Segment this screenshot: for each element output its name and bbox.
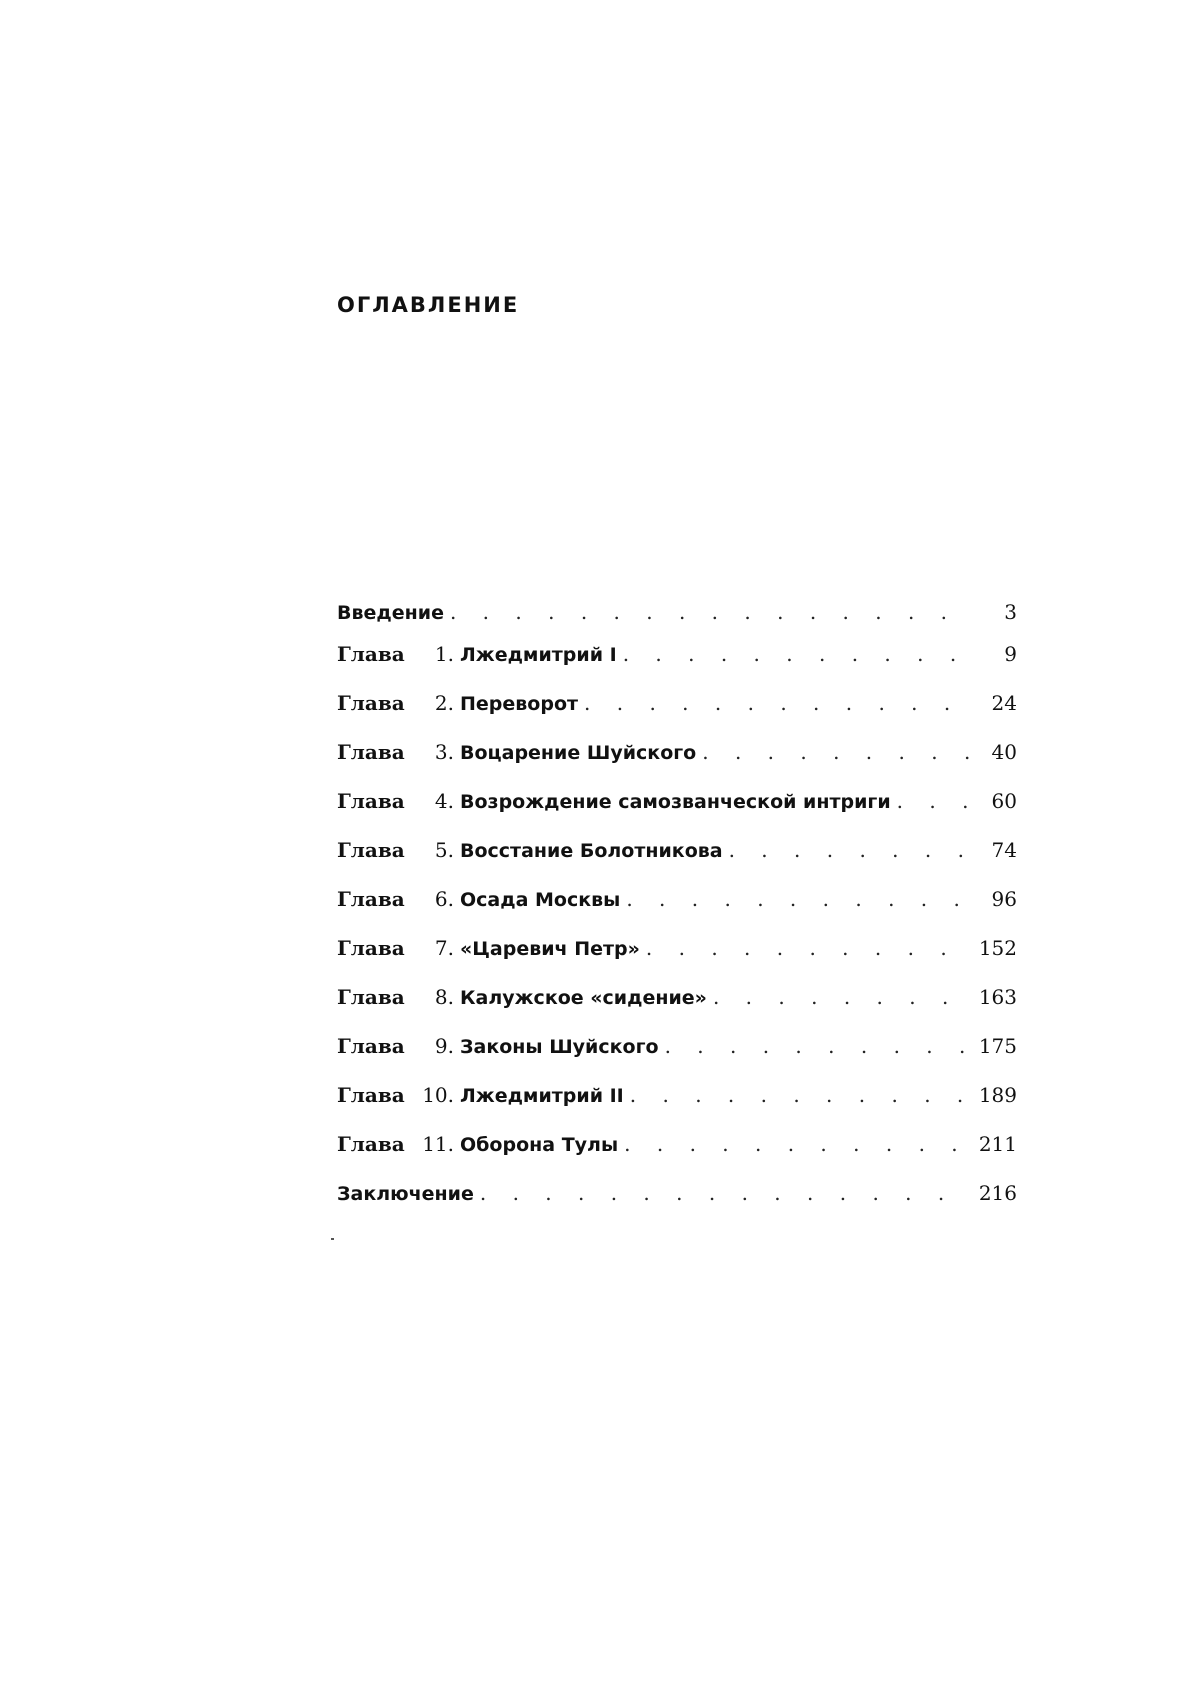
dot-leader: [897, 789, 971, 813]
toc-entry-page: 24: [991, 691, 1017, 715]
toc-entry-chapter-6: [337, 887, 1017, 936]
scan-speck: [331, 1238, 334, 1240]
toc-entry-chapter-8: [337, 985, 1017, 1034]
chapter-number: 6.: [434, 887, 454, 911]
toc-entry-page: 152: [978, 936, 1017, 960]
dot-leader: [702, 740, 971, 764]
dot-leader: [646, 936, 971, 960]
chapter-prefix: Глава: [337, 740, 405, 764]
toc-entry-title: «Царевич Петр»: [460, 938, 640, 960]
chapter-number: 4.: [434, 789, 454, 813]
toc-entry-page: 211: [978, 1132, 1017, 1156]
dot-leader: [480, 1181, 971, 1205]
chapter-number: 9.: [434, 1034, 454, 1058]
chapter-prefix: Глава: [337, 985, 405, 1009]
toc-entry-page: 96: [991, 887, 1017, 911]
chapter-prefix: Глава: [337, 1132, 405, 1156]
toc-entry-chapter-1: [337, 642, 1017, 691]
toc-entry-title: Заключение: [337, 1183, 474, 1205]
dot-leader: [713, 985, 971, 1009]
dot-leader: [623, 642, 971, 666]
toc-entry-chapter-3: [337, 740, 1017, 789]
chapter-number: 2.: [434, 691, 454, 715]
chapter-prefix: Глава: [337, 691, 405, 715]
chapter-prefix: Глава: [337, 936, 405, 960]
toc-entry-title: Лжедмитрий II: [460, 1085, 624, 1107]
chapter-number: 11.: [422, 1132, 454, 1156]
chapter-number: 10.: [422, 1083, 454, 1107]
toc-entry-title: Осада Москвы: [460, 889, 621, 911]
toc-entry-chapter-5: [337, 838, 1017, 887]
dot-leader: [630, 1083, 971, 1107]
chapter-number: 7.: [434, 936, 454, 960]
toc-entry-page: 40: [991, 740, 1017, 764]
toc-entry-page: 9: [1004, 642, 1017, 666]
toc-entry-page: 74: [991, 838, 1017, 862]
toc-entry-title: Переворот: [460, 693, 579, 715]
toc-entry-chapter-7: [337, 936, 1017, 985]
chapter-prefix: Глава: [337, 838, 405, 862]
toc-entry-title: Восстание Болотникова: [460, 840, 723, 862]
toc-entry-page: 175: [978, 1034, 1017, 1058]
toc-entry-page: 163: [978, 985, 1017, 1009]
chapter-number: 5.: [434, 838, 454, 862]
dot-leader: [624, 1132, 971, 1156]
chapter-prefix: Глава: [337, 887, 405, 911]
dot-leader: [450, 600, 971, 624]
toc-heading: ОГЛАВЛЕНИЕ: [337, 293, 520, 317]
toc-entry-page: 60: [991, 789, 1017, 813]
chapter-number: 1.: [434, 642, 454, 666]
chapter-number: 3.: [434, 740, 454, 764]
toc-entry-chapter-4: [337, 789, 1017, 838]
chapter-prefix: Глава: [337, 789, 405, 813]
toc-entry-page: 3: [1004, 600, 1017, 624]
dot-leader: [584, 691, 971, 715]
toc-entry-page: 189: [978, 1083, 1017, 1107]
chapter-prefix: Глава: [337, 1083, 405, 1107]
toc-entry-conclusion: [337, 1181, 1017, 1230]
toc-entry-page: 216: [978, 1181, 1017, 1205]
chapter-prefix: Глава: [337, 642, 405, 666]
toc-entry-title: Лжедмитрий I: [460, 644, 617, 666]
toc-entry-title: Воцарение Шуйского: [460, 742, 697, 764]
toc-entry-title: Оборона Тулы: [460, 1134, 619, 1156]
toc-list: [337, 600, 1017, 1230]
dot-leader: [626, 887, 971, 911]
toc-entry-title: Калужское «сидение»: [460, 987, 707, 1009]
toc-entry-introduction: [337, 600, 1017, 642]
toc-entry-title: Законы Шуйского: [460, 1036, 659, 1058]
dot-leader: [665, 1034, 971, 1058]
toc-entry-chapter-2: [337, 691, 1017, 740]
chapter-prefix: Глава: [337, 1034, 405, 1058]
toc-entry-title: Возрождение самозванческой интриги: [460, 791, 891, 813]
toc-entry-chapter-10: [337, 1083, 1017, 1132]
toc-entry-chapter-11: [337, 1132, 1017, 1181]
toc-entry-title: Введение: [337, 602, 444, 624]
dot-leader: [729, 838, 971, 862]
toc-entry-chapter-9: [337, 1034, 1017, 1083]
chapter-number: 8.: [434, 985, 454, 1009]
